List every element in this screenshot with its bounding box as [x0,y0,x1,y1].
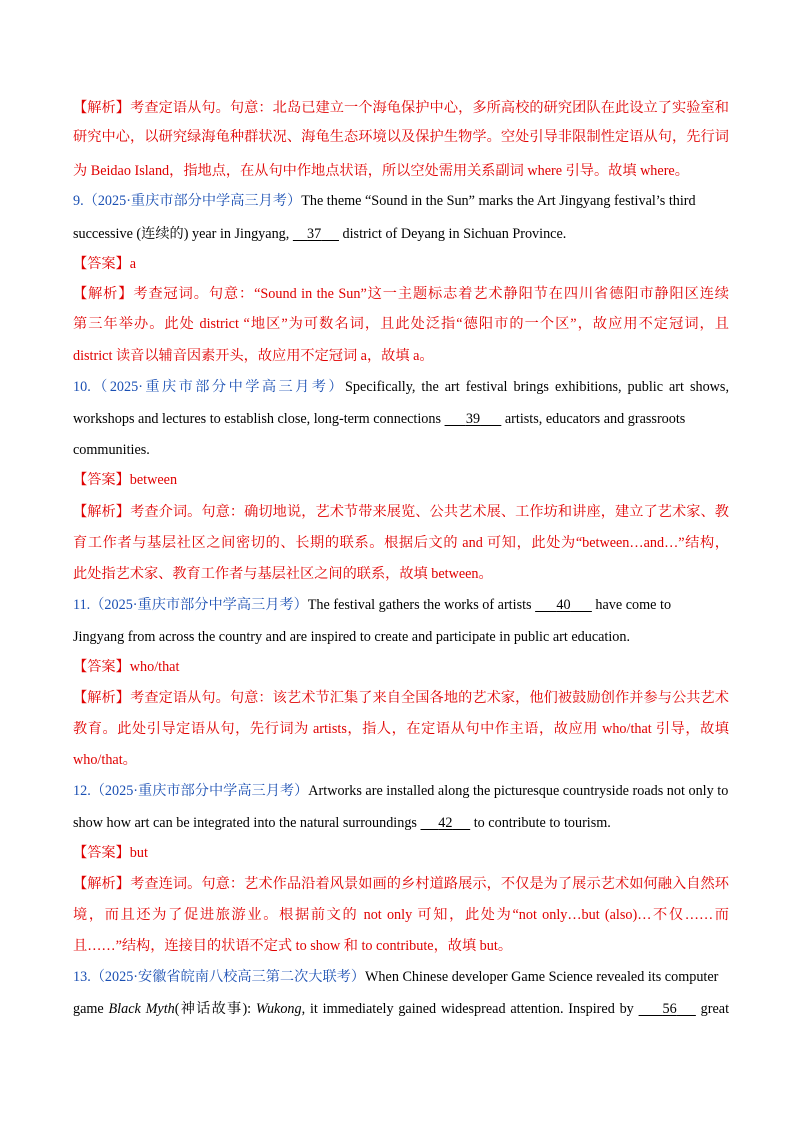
q11-analysis-line-1: 【解析】考查定语从句。句意：该艺术节汇集了来自全国各地的艺术家，他们被鼓励创作并参与公共艺术 [73,690,729,706]
q10-question-line-2: workshops and lectures to establish close, long-term connections 39 artists, educators and grassroots [73,411,686,427]
q13-number: 13. [73,969,91,985]
q10-analysis-line-3: 此处指艺术家、教育工作者与基层社区之间的联系，故填 between。 [73,566,493,582]
q8-analysis-line-1: 【解析】考查定语从句。句意：北岛已建立一个海龟保护中心，多所高校的研究团队在此设立了实验室和 [73,100,729,116]
q10-number: 10. [73,379,91,395]
q11-source: （2025·重庆市部分中学高三月考） [90,597,308,613]
q12-question-line-1: 12.（2025·重庆市部分中学高三月考）Artworks are installed along the picturesque countryside roads not only to [73,783,729,799]
q9-analysis-line-2: 第三年举办。此处 district “地区”为可数名词，且此处泛指“德阳市的一个区”，故应用不定冠词，且 [73,316,729,332]
q10-source: （2025·重庆市部分中学高三月考） [90,379,346,395]
q10-blank: 39 [465,411,481,427]
q10-analysis-line-2: 育工作者与基层社区之间密切的、长期的联系。根据后文的 and 可知，此处为“between…and…”结构， [73,535,729,551]
q9-question-line-2: successive (连续的) year in Jingyang, 37 district of Deyang in Sichuan Province. [73,226,567,242]
q9-source: （2025·重庆市部分中学高三月考） [83,193,302,209]
q11-analysis-line-3: who/that。 [73,752,137,768]
q10-question-line-3: communities. [73,442,150,458]
q12-analysis-line-2: 境，而且还为了促进旅游业。根据前文的 not only 可知，此处为“not only…but (also)…不仅……而 [73,907,729,923]
q8-analysis-line-3: 为 Beidao Island，指地点，在从句中作地点状语，所以空处需用关系副词 where 引导。故填 where。 [73,163,689,179]
q12-analysis-line-3: 且……”结构，连接目的状语不定式 to show 和 to contribute，故填 but。 [73,938,513,954]
q12-answer: 【答案】but [73,845,148,861]
q12-number: 12. [73,783,91,799]
q11-question-line-1: 11.（2025·重庆市部分中学高三月考）The festival gathers the works of artists 40 have come to [73,597,672,613]
q12-analysis-line-1: 【解析】考查连词。句意：艺术作品沿着风景如画的乡村道路展示，不仅是为了展示艺术如何融入自然环 [73,876,729,892]
q9-blank: 37 [307,226,322,242]
q11-answer: 【答案】who/that [73,659,180,675]
q11-question-line-2: Jingyang from across the country and are inspired to create and participate in public art education. [73,629,631,645]
q13-game-title: Black Myth [108,1001,175,1017]
q13-question-line-2: game Black Myth(神话故事): Wukong, it immediately gained widespread attention. Inspired by 56 great [73,1001,730,1017]
q9-number: 9. [73,193,84,209]
q9-analysis-line-1: 【解析】考查冠词。句意：“Sound in the Sun”这一主题标志着艺术静阳节在四川省德阳市静阳区连续 [73,286,729,302]
q11-blank: 40 [556,597,571,613]
q13-game-subtitle: Wukong [255,1001,302,1017]
q12-blank: 42 [438,815,453,831]
q10-answer: 【答案】between [73,472,178,488]
q11-analysis-line-2: 教育。此处引导定语从句，先行词为 artists，指人，在定语从句中作主语，故应用 who/that 引导，故填 [73,721,729,737]
q10-question-line-1: 10.（2025·重庆市部分中学高三月考）Specifically, the art festival brings exhibitions, public art shows, [73,379,729,395]
q13-blank: 56 [662,1001,677,1017]
analysis-label: 【解析】 [73,100,131,116]
q11-number: 11. [73,597,91,613]
q9-question-line-1: 9.（2025·重庆市部分中学高三月考）The theme “Sound in the Sun” marks the Art Jingyang festival’s third [73,193,696,209]
q9-answer: 【答案】a [73,256,137,272]
q12-question-line-2: show how art can be integrated into the natural surroundings 42 to contribute to tourism. [73,815,611,831]
q9-analysis-line-3: district 读音以辅音因素开头，故应用不定冠词 a，故填 a。 [73,348,434,364]
q13-question-line-1: 13.（2025·安徽省皖南八校高三第二次大联考）When Chinese developer Game Science revealed its computer [73,969,719,985]
q13-source: （2025·安徽省皖南八校高三第二次大联考） [90,969,366,985]
q8-analysis-line-2: 研究中心，以研究绿海龟种群状况、海龟生态环境以及保护生物学。空处引导非限制性定语从句，先行词 [73,129,729,145]
q10-analysis-line-1: 【解析】考查介词。句意：确切地说，艺术节带来展览、公共艺术展、工作坊和讲座，建立了艺术家、教 [73,504,729,520]
q12-source: （2025·重庆市部分中学高三月考） [90,783,309,799]
